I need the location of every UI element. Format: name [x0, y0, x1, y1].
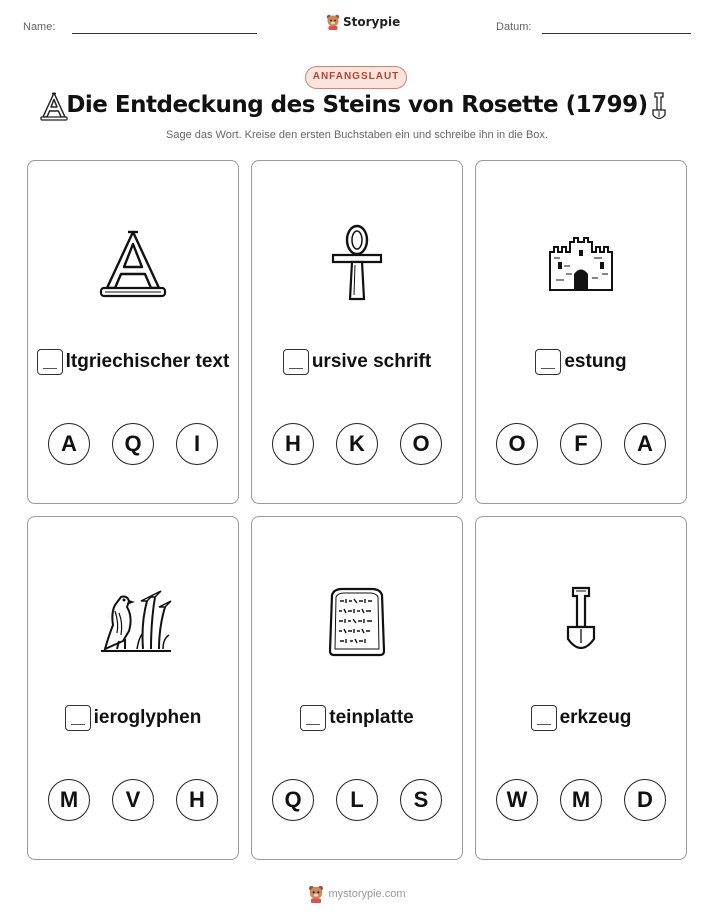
letter-option[interactable]: F	[560, 423, 602, 465]
ankh-icon	[312, 219, 402, 309]
letter-option[interactable]: O	[496, 423, 538, 465]
name-label: Name:	[23, 21, 56, 33]
inscribed-stone-tablet-icon	[312, 577, 402, 667]
storypie-mascot-icon	[308, 885, 324, 903]
letter-options	[476, 423, 686, 465]
word-card	[251, 160, 463, 504]
page-title: Die Entdeckung des Steins von Rosette (1799)	[66, 92, 648, 118]
letter-option[interactable]: M	[560, 779, 602, 821]
fortress-icon	[536, 219, 626, 309]
brand-name: Storypie	[343, 15, 401, 29]
word-prompt	[476, 349, 686, 375]
word-remainder: ltgriechischer text	[65, 351, 230, 372]
answer-box[interactable]	[37, 349, 63, 375]
storypie-mascot-icon	[326, 14, 340, 30]
letter-option[interactable]: K	[336, 423, 378, 465]
letter-option[interactable]: I	[176, 423, 218, 465]
word-remainder: ursive schrift	[311, 351, 432, 372]
letter-options	[252, 423, 462, 465]
word-card	[251, 516, 463, 860]
word-card	[27, 160, 239, 504]
date-label: Datum:	[496, 21, 532, 33]
word-card	[475, 516, 687, 860]
letter-options	[476, 779, 686, 821]
shovel-title-icon	[650, 91, 668, 128]
footer	[0, 885, 714, 903]
word-remainder: erkzeug	[559, 707, 632, 728]
letter-options	[28, 423, 238, 465]
answer-box[interactable]	[300, 705, 326, 731]
answer-box[interactable]	[283, 349, 309, 375]
category-badge: ANFANGSLAUT	[305, 66, 407, 89]
letter-option[interactable]: M	[48, 779, 90, 821]
letter-option[interactable]: A	[48, 423, 90, 465]
shovel-icon	[536, 577, 626, 667]
word-prompt	[252, 705, 462, 731]
answer-box[interactable]	[65, 705, 91, 731]
footer-url[interactable]: mystorypie.com	[328, 888, 406, 900]
word-card	[27, 516, 239, 860]
instructions: Sage das Wort. Kreise den ersten Buchstaben ein und schreibe ihn in die Box.	[166, 129, 548, 141]
word-remainder: ieroglyphen	[93, 707, 202, 728]
word-remainder: estung	[564, 351, 627, 372]
letter-option[interactable]: W	[496, 779, 538, 821]
word-prompt	[476, 705, 686, 731]
letter-option[interactable]: D	[624, 779, 666, 821]
letter-option[interactable]: H	[176, 779, 218, 821]
letter-option[interactable]: S	[400, 779, 442, 821]
falcon-papyrus-hieroglyph-icon	[88, 577, 178, 667]
word-prompt	[28, 705, 238, 731]
worksheet-header	[0, 14, 714, 44]
letter-options	[252, 779, 462, 821]
word-prompt	[28, 349, 238, 375]
greek-letter-a-icon	[88, 219, 178, 309]
word-prompt	[252, 349, 462, 375]
date-line[interactable]	[542, 33, 691, 34]
letter-option[interactable]: L	[336, 779, 378, 821]
letter-option[interactable]: O	[400, 423, 442, 465]
letter-options	[28, 779, 238, 821]
word-remainder: teinplatte	[329, 707, 414, 728]
answer-box[interactable]	[535, 349, 561, 375]
name-line[interactable]	[72, 33, 257, 34]
brand-logo	[326, 14, 400, 30]
letter-option[interactable]: V	[112, 779, 154, 821]
letter-option[interactable]: Q	[112, 423, 154, 465]
word-card	[475, 160, 687, 504]
letter-option[interactable]: Q	[272, 779, 314, 821]
answer-box[interactable]	[531, 705, 557, 731]
letter-option[interactable]: A	[624, 423, 666, 465]
letter-option[interactable]: H	[272, 423, 314, 465]
